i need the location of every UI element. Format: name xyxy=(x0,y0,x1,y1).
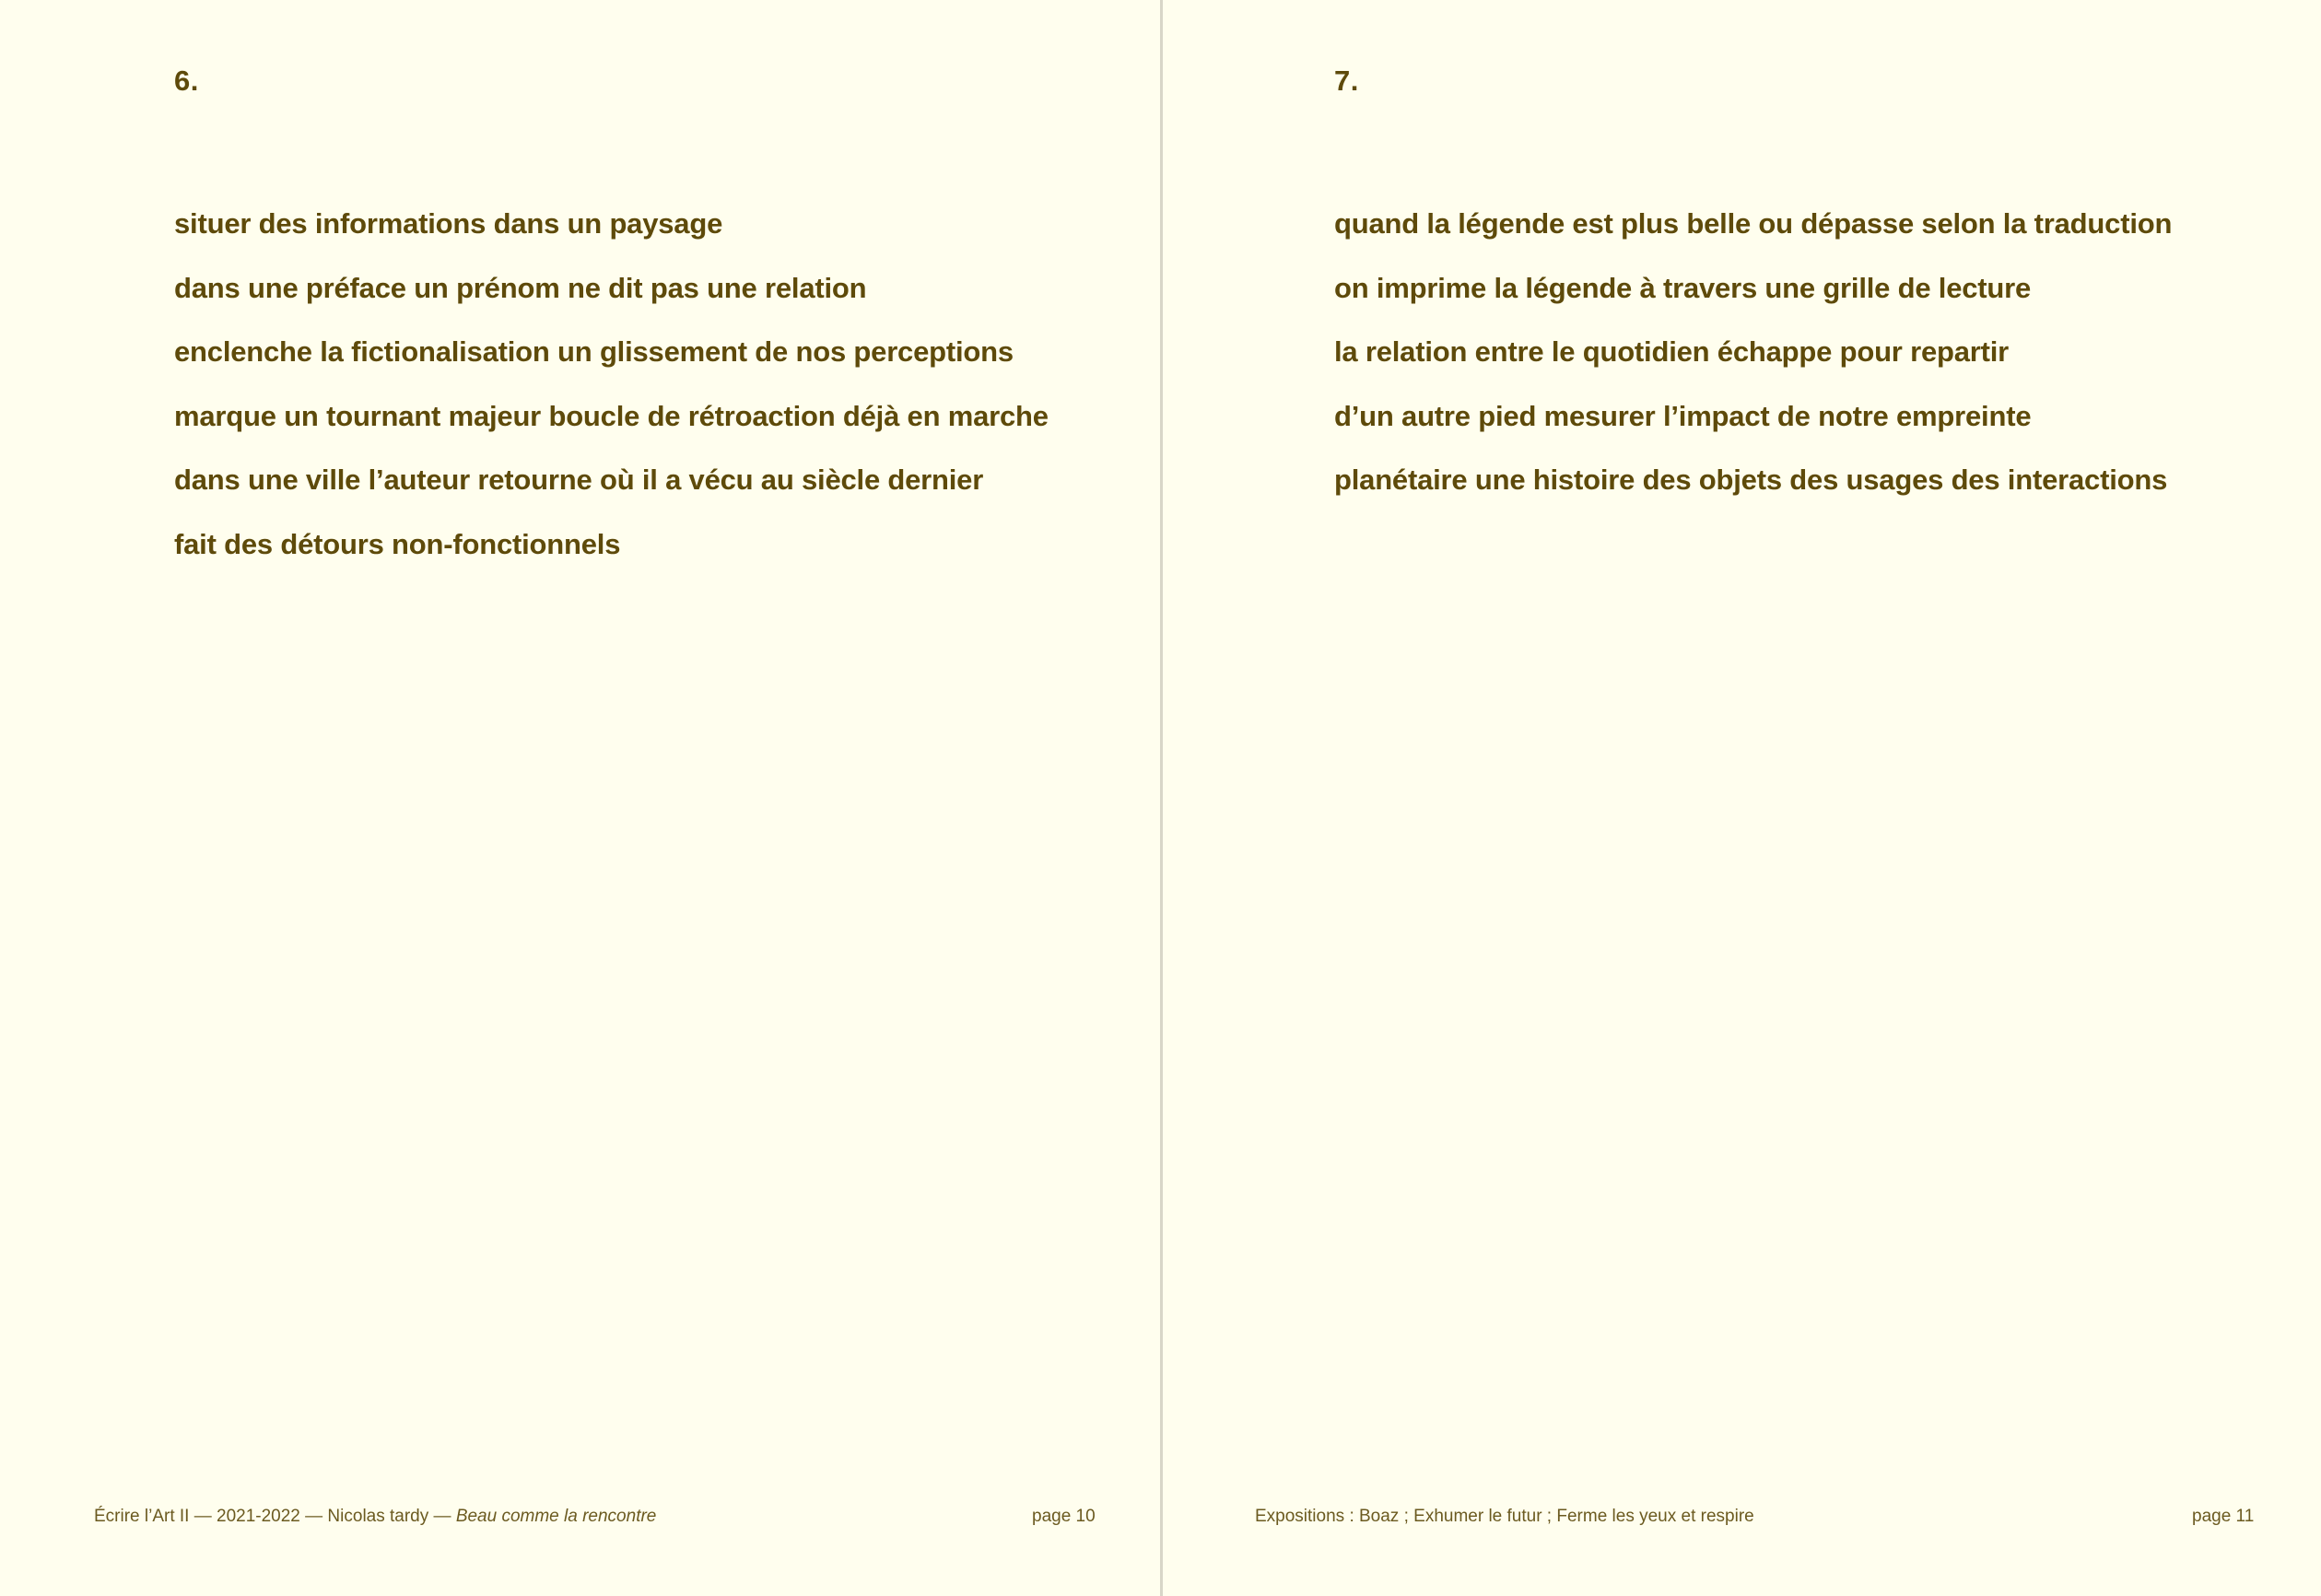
running-head xyxy=(94,1507,656,1527)
poem-line: marque un tournant majeur boucle de rétroaction déjà en marche xyxy=(174,399,1049,432)
poem-line: fait des détours non-fonctionnels xyxy=(174,527,621,560)
poem-line: dans une ville l’auteur retourne où il a vécu au siècle dernier xyxy=(174,464,984,496)
running-head-title: Beau comme la rencontre xyxy=(455,1507,657,1526)
poem-line: d’un autre pied mesurer l’impact de notre empreinte xyxy=(1334,399,2032,432)
poem-line: enclenche la fictionalisation un glissement de nos perceptions xyxy=(174,335,1014,368)
poem-line: quand la légende est plus belle ou dépasse selon la traduction xyxy=(1334,207,2173,240)
page-number: page 11 xyxy=(2192,1507,2255,1526)
page-number: page 10 xyxy=(1032,1507,1096,1526)
poem-lines xyxy=(1334,192,2172,512)
poem-line: planétaire une histoire des objets des usages des interactions xyxy=(1334,464,2168,496)
right-page xyxy=(1160,0,2321,1596)
poem-line: la relation entre le quotidien échappe pour repartir xyxy=(1334,335,2010,368)
poem-lines xyxy=(174,192,1049,576)
poem-number: 7. xyxy=(1334,65,1359,97)
running-head: Expositions : Boaz ; Exhumer le futur ; Ferme les yeux et respire xyxy=(1255,1507,1754,1526)
poem-line: situer des informations dans un paysage xyxy=(174,207,723,240)
left-page xyxy=(0,0,1160,1596)
poem-line: dans une préface un prénom ne dit pas une relation xyxy=(174,271,867,304)
running-head-text: Écrire l’Art II — 2021-2022 — Nicolas tardy — xyxy=(94,1507,456,1526)
poem-line: on imprime la légende à travers une grille de lecture xyxy=(1334,271,2032,304)
poem-number: 6. xyxy=(174,65,199,97)
